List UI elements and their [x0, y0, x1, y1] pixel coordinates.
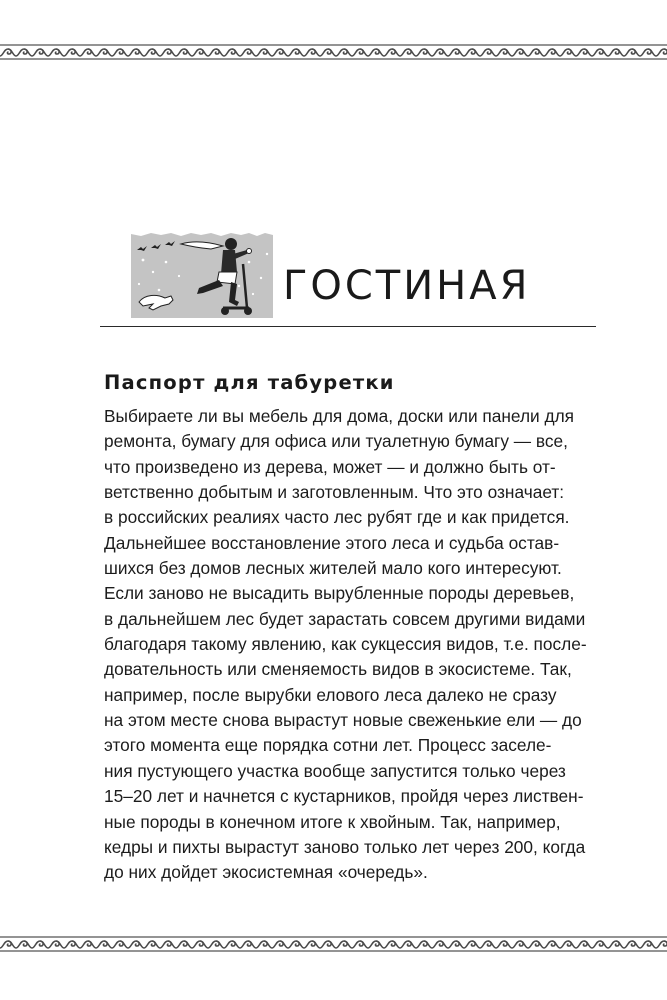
text-line: ные породы в конечном итоге к хвойным. Так, например,: [104, 811, 561, 832]
text-line: ветственно добытым и заготовленным. Что это означает:: [104, 482, 565, 503]
bottom-ornament-border: [0, 934, 667, 954]
text-line: в российских реалиях часто лес рубят где и как придется.: [104, 507, 570, 528]
text-line: кедры и пихты вырастут заново только лет через 200, когда: [104, 836, 586, 857]
text-line: 15–20 лет и начнется с кустарников, пройдя через листвен-: [104, 786, 584, 807]
text-line: что произведено из дерева, может — и должно быть от-: [104, 456, 556, 477]
text-line: благодаря такому явлению, как сукцессия видов, т.е. после-: [104, 634, 587, 655]
text-line: шихся без домов лесных жителей мало кого интересуют.: [104, 558, 562, 579]
body-paragraph: [104, 404, 624, 886]
text-line: довательность или сменяемость видов в экосистеме. Так,: [104, 659, 572, 680]
text-line: ния пустующего участка вообще запустится только через: [104, 760, 566, 781]
text-line: ремонта, бумагу для офиса или туалетную бумагу — все,: [104, 431, 568, 452]
text-line: Если заново не высадить вырубленные породы деревьев,: [104, 583, 575, 604]
text-line: Выбираете ли вы мебель для дома, доски или панели для: [104, 406, 575, 426]
runner-illustration: [131, 232, 273, 318]
section-heading: Паспорт для табуретки: [104, 371, 395, 394]
text-line: до них дойдет экосистемная «очередь».: [104, 862, 428, 883]
text-line: например, после вырубки елового леса далеко не сразу: [104, 684, 557, 705]
chapter-title: ГОСТИНАЯ: [283, 263, 531, 309]
title-divider: [100, 326, 596, 327]
text-line: на этом месте снова вырастут новые свеженькие ели — до: [104, 710, 582, 731]
top-ornament-border: [0, 42, 667, 62]
text-line: Дальнейшее восстановление этого леса и судьба остав-: [104, 532, 560, 553]
chapter-header: [100, 228, 596, 330]
text-line: этого момента еще порядка сотни лет. Процесс заселе-: [104, 735, 552, 756]
text-line: в дальнейшем лес будет зарастать совсем другими видами: [104, 608, 586, 629]
